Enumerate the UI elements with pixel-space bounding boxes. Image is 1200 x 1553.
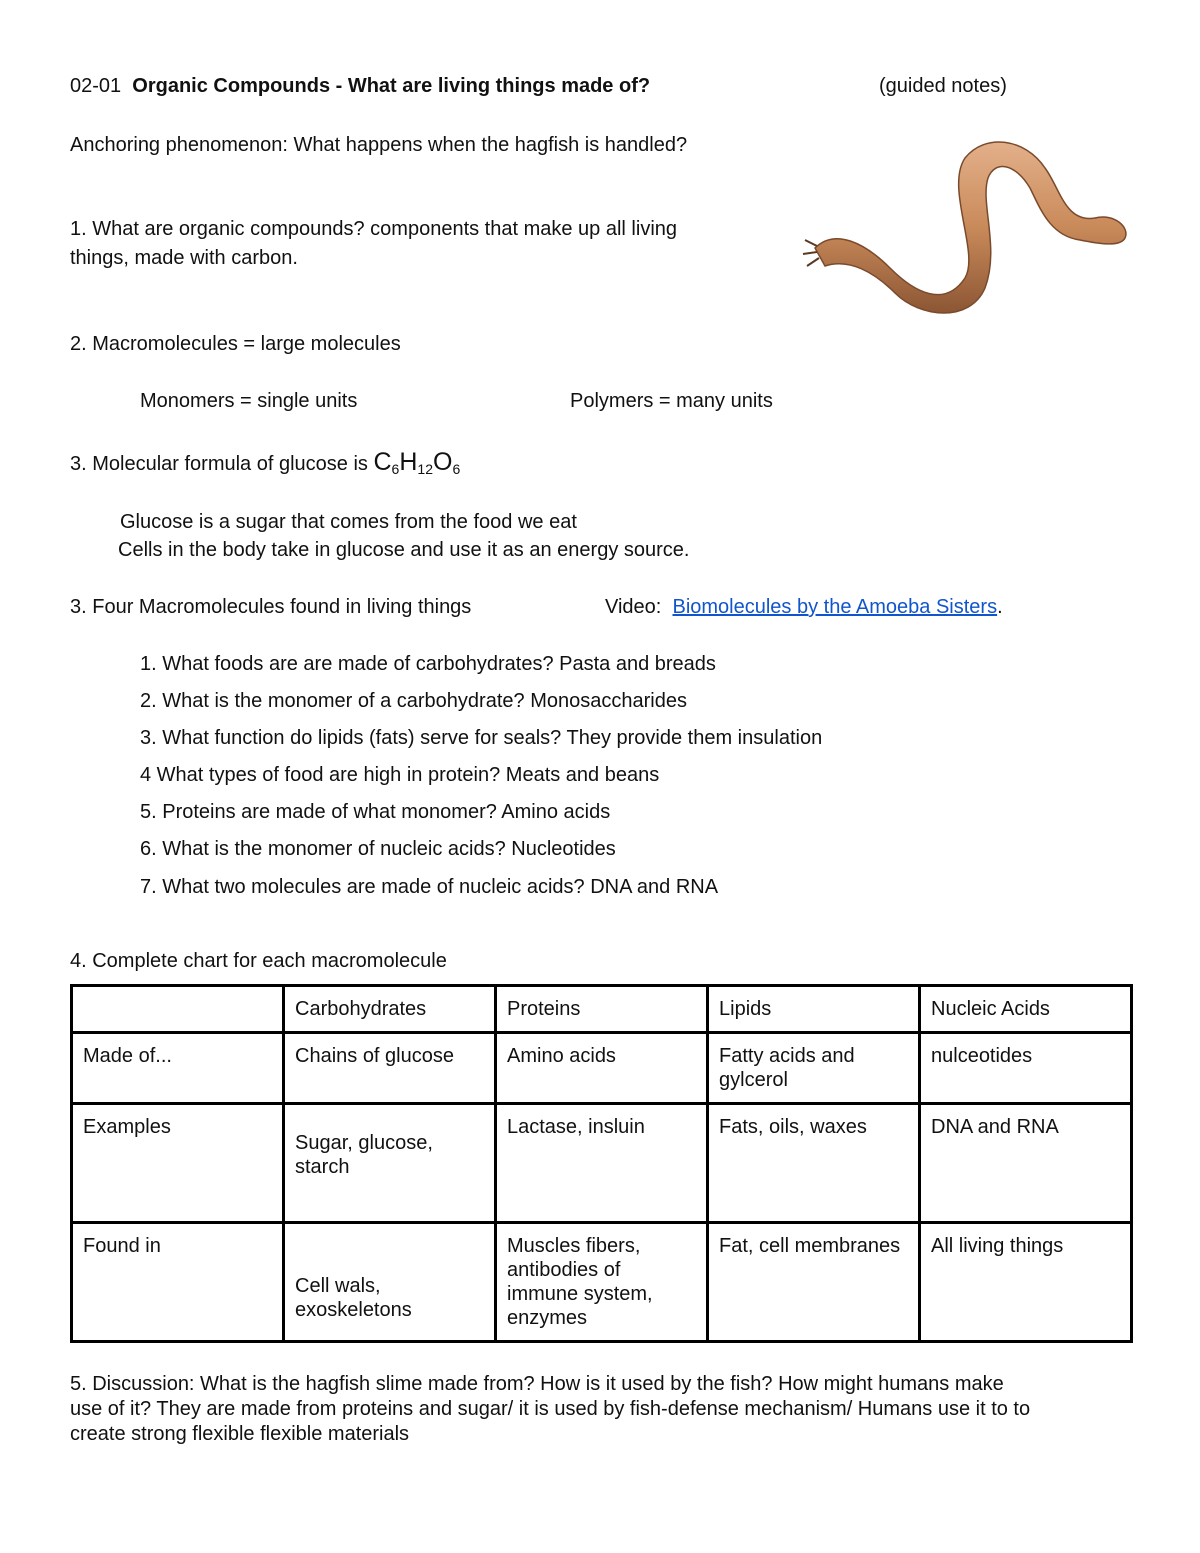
table-cell: Fat, cell membranes [708, 1223, 920, 1342]
table-header-cell: Proteins [496, 986, 708, 1033]
video-reference: Video: Biomolecules by the Amoeba Sisters. [605, 596, 1003, 618]
glucose-note-2: Cells in the body take in glucose and use it as an energy source. [118, 539, 690, 561]
table-header-row [72, 986, 1132, 1033]
q3-molecular-formula [70, 447, 460, 478]
table-header-cell [72, 986, 284, 1033]
q2-macromolecules: 2. Macromolecules = large molecules [70, 333, 401, 355]
table-cell: Found in [72, 1223, 284, 1342]
table-cell: Cell wals, exoskeletons [284, 1223, 496, 1342]
q4-chart-instruction: 4. Complete chart for each macromolecule [70, 950, 447, 972]
question-item: 6. What is the monomer of nucleic acids? Nucleotides [140, 838, 616, 860]
table-cell: Fatty acids and gylcerol [708, 1033, 920, 1104]
table-cell: Made of... [72, 1033, 284, 1104]
table-cell: Fats, oils, waxes [708, 1104, 920, 1223]
table-header-cell: Lipids [708, 986, 920, 1033]
q5-discussion-line3: create strong flexible flexible materials [70, 1423, 410, 1445]
table-cell: Chains of glucose [284, 1033, 496, 1104]
anchoring-phenomenon: Anchoring phenomenon: What happens when the hagfish is handled? [70, 134, 688, 156]
table-row-found-in [72, 1223, 1132, 1342]
q1-line2: things, made with carbon. [70, 247, 298, 269]
page-title [70, 74, 650, 98]
table-cell: nulceotides [920, 1033, 1132, 1104]
question-item: 3. What function do lipids (fats) serve for seals? They provide them insulation [140, 727, 823, 749]
polymers-definition: Polymers = many units [570, 390, 773, 412]
q1-line1: 1. What are organic compounds? components that make up all living [70, 218, 678, 240]
table-row-examples [72, 1104, 1132, 1223]
table-cell: Sugar, glucose, starch [284, 1104, 496, 1223]
hagfish-image [795, 128, 1135, 318]
table-row-made-of [72, 1033, 1132, 1104]
question-item: 2. What is the monomer of a carbohydrate? Monosaccharides [140, 690, 687, 712]
q3-text: 3. Molecular formula of glucose is [70, 453, 368, 475]
table-cell: Lactase, insluin [496, 1104, 708, 1223]
question-item: 5. Proteins are made of what monomer? Amino acids [140, 801, 611, 823]
table-header-cell: Nucleic Acids [920, 986, 1132, 1033]
question-item: 4 What types of food are high in protein? Meats and beans [140, 764, 660, 786]
amoeba-sisters-video-link[interactable]: Biomolecules by the Amoeba Sisters [672, 596, 998, 618]
macromolecule-chart [70, 984, 1133, 1343]
table-header-cell: Carbohydrates [284, 986, 496, 1033]
q5-discussion-line1: 5. Discussion: What is the hagfish slime made from? How is it used by the fish? How might humans make [70, 1373, 1004, 1395]
doc-code: 02-01 [70, 75, 122, 97]
glucose-formula: $C_6H_{12}O_6$ [373, 448, 461, 477]
video-label: Video: [605, 596, 662, 618]
guided-notes-label: (guided notes) [879, 75, 1007, 97]
table-cell: Amino acids [496, 1033, 708, 1104]
glucose-note-1: Glucose is a sugar that comes from the food we eat [120, 511, 577, 533]
question-item: 1. What foods are are made of carbohydrates? Pasta and breads [140, 653, 716, 675]
question-item: 7. What two molecules are made of nucleic acids? DNA and RNA [140, 876, 719, 898]
doc-title: Organic Compounds - What are living things made of? [132, 75, 651, 97]
table-cell: All living things [920, 1223, 1132, 1342]
q5-discussion-line2: use of it? They are made from proteins and sugar/ it is used by fish-defense mechanism/ Humans use it to to [70, 1398, 1031, 1420]
monomers-definition: Monomers = single units [140, 390, 358, 412]
table-cell: Muscles fibers, antibodies of immune system, enzymes [496, 1223, 708, 1342]
table-cell: Examples [72, 1104, 284, 1223]
q3b-four-macromolecules: 3. Four Macromolecules found in living things [70, 596, 472, 618]
table-cell: DNA and RNA [920, 1104, 1132, 1223]
